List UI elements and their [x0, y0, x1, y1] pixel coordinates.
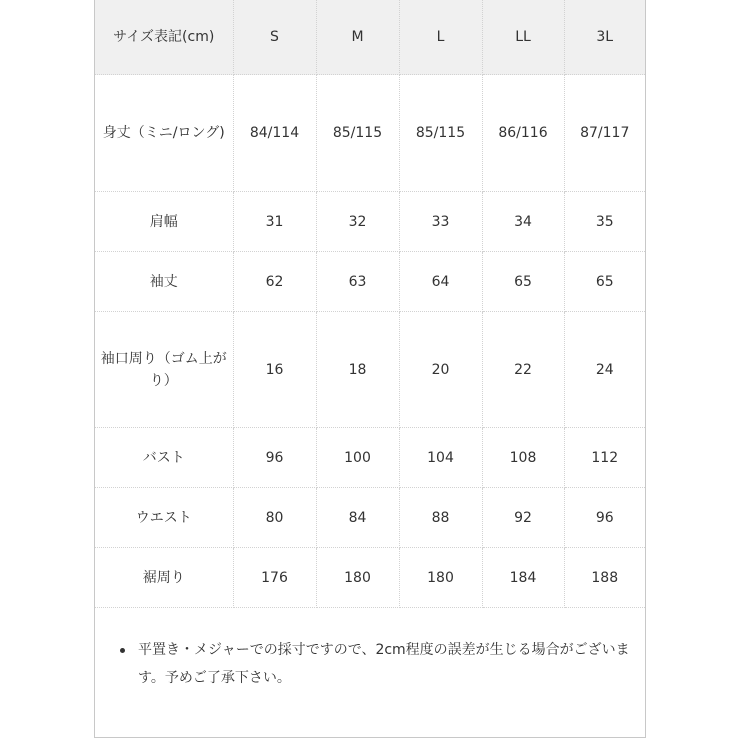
table-row [95, 192, 645, 252]
row-label-waist: ウエスト [95, 488, 233, 548]
table-cell: 20 [399, 312, 482, 428]
size-table [95, 0, 645, 608]
header-size-l: L [399, 0, 482, 75]
table-cell: 85/115 [399, 75, 482, 192]
measurement-note [120, 636, 630, 692]
row-label-sleeve: 袖丈 [95, 252, 233, 312]
table-cell: 32 [316, 192, 399, 252]
table-cell: 100 [316, 428, 399, 488]
table-cell: 18 [316, 312, 399, 428]
table-cell: 84/114 [233, 75, 316, 192]
table-row [95, 75, 645, 192]
table-cell: 176 [233, 548, 316, 608]
header-size-3l: 3L [564, 0, 645, 75]
table-cell: 85/115 [316, 75, 399, 192]
table-cell: 35 [564, 192, 645, 252]
note-text: 平置き・メジャーでの採寸ですので、2cm程度の誤差が生じる場合がございます。予めご了承下さい。 [138, 642, 630, 686]
header-size-m: M [316, 0, 399, 75]
row-label-hem: 裾周り [95, 548, 233, 608]
table-cell: 86/116 [482, 75, 564, 192]
table-row [95, 252, 645, 312]
table-cell: 24 [564, 312, 645, 428]
header-size-s: S [233, 0, 316, 75]
table-cell: 108 [482, 428, 564, 488]
table-row [95, 548, 645, 608]
table-cell: 64 [399, 252, 482, 312]
table-cell: 63 [316, 252, 399, 312]
table-header-row [95, 0, 645, 75]
row-label-cuff: 袖口周り（ゴム上がり） [95, 312, 233, 428]
table-cell: 33 [399, 192, 482, 252]
row-label-length: 身丈（ミニ/ロング) [95, 75, 233, 192]
table-cell: 87/117 [564, 75, 645, 192]
table-cell: 22 [482, 312, 564, 428]
table-cell: 96 [564, 488, 645, 548]
row-label-shoulder: 肩幅 [95, 192, 233, 252]
table-cell: 188 [564, 548, 645, 608]
table-cell: 92 [482, 488, 564, 548]
table-cell: 65 [482, 252, 564, 312]
table-cell: 65 [564, 252, 645, 312]
table-cell: 104 [399, 428, 482, 488]
table-cell: 112 [564, 428, 645, 488]
table-row [95, 488, 645, 548]
table-cell: 96 [233, 428, 316, 488]
table-cell: 84 [316, 488, 399, 548]
table-row [95, 312, 645, 428]
table-cell: 88 [399, 488, 482, 548]
header-size-label: サイズ表記(cm) [95, 0, 233, 75]
table-cell: 80 [233, 488, 316, 548]
table-cell: 31 [233, 192, 316, 252]
header-size-ll: LL [482, 0, 564, 75]
table-cell: 180 [316, 548, 399, 608]
row-label-bust: バスト [95, 428, 233, 488]
table-cell: 34 [482, 192, 564, 252]
table-cell: 184 [482, 548, 564, 608]
bullet-icon [120, 648, 125, 653]
table-cell: 180 [399, 548, 482, 608]
table-row [95, 428, 645, 488]
table-cell: 62 [233, 252, 316, 312]
table-cell: 16 [233, 312, 316, 428]
